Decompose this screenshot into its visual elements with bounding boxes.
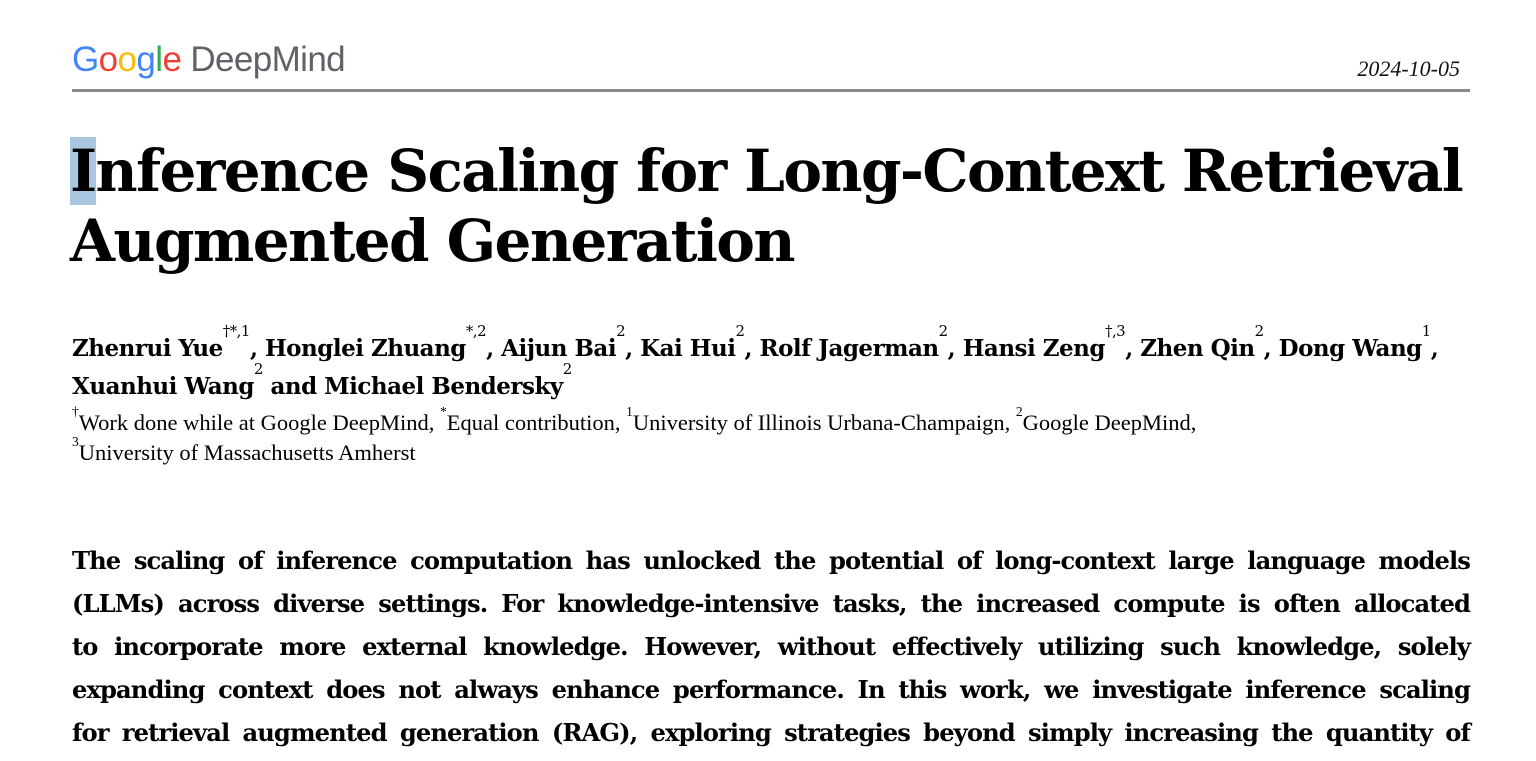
header-rule (72, 89, 1470, 92)
affiliation-mark: * (439, 404, 447, 419)
publication-date: 2024-10-05 (1357, 56, 1460, 81)
author-name: Dong Wang (1278, 335, 1422, 362)
author-marks: 1 (1421, 322, 1431, 340)
author-name: Xuanhui Wang (72, 373, 254, 400)
author-marks: *,2 (465, 322, 487, 340)
paper-title[interactable] (70, 136, 1490, 276)
author-name: Aijun Bai (501, 335, 617, 362)
author-name: Rolf Jagerman (759, 335, 939, 362)
affiliation-mark: 3 (72, 434, 79, 449)
paper-header (72, 36, 1470, 92)
google-wordmark (72, 40, 181, 79)
separator: and (262, 373, 325, 400)
author-marks: 2 (938, 322, 948, 340)
logo-letter: g (136, 40, 156, 79)
author-marks: 2 (562, 360, 572, 378)
separator: , (625, 335, 641, 362)
author-name: Hansi Zeng (962, 335, 1105, 362)
text-selection-highlight[interactable]: I (70, 137, 96, 205)
affiliation-text: University of Illinois Urbana-Champaign (632, 410, 1005, 435)
author-name: Kai Hui (640, 335, 736, 362)
separator: , (486, 335, 502, 362)
affiliation-text: Equal contribution (446, 410, 615, 435)
google-deepmind-logo (72, 38, 345, 82)
author-marks: †*,1 (222, 322, 250, 340)
affiliation-mark: 1 (626, 404, 633, 419)
affiliation-mark: 2 (1015, 404, 1023, 419)
author-name: Zhenrui Yue (72, 335, 223, 362)
deepmind-wordmark: DeepMind (190, 40, 346, 79)
separator: , (1263, 335, 1279, 362)
separator: , (1125, 335, 1141, 362)
affiliation-mark: † (72, 404, 79, 419)
abstract-line[interactable]: to incorporate more external knowledge. However, without effectively utilizing such knowledge, solely (72, 632, 1470, 661)
logo-letter: l (155, 40, 163, 79)
author-name: Michael Bendersky (324, 373, 563, 400)
abstract-line[interactable]: expanding context does not always enhance performance. In this work, we investigate inference scaling (72, 675, 1470, 704)
separator: , (249, 335, 265, 362)
abstract-line[interactable]: The scaling of inference computation has unlocked the potential of long-context large language models (72, 546, 1470, 575)
affiliation-text: University of Massachusetts Amherst (78, 440, 416, 465)
author-list (72, 322, 1492, 406)
author-marks: 2 (735, 322, 745, 340)
author-marks: 2 (253, 360, 263, 378)
author-marks: 2 (1254, 322, 1264, 340)
author-name: Zhen Qin (1140, 335, 1255, 362)
logo-letter: o (98, 40, 118, 79)
logo-letter: o (117, 40, 137, 79)
abstract[interactable] (72, 539, 1470, 754)
abstract-line[interactable]: for retrieval augmented generation (RAG), exploring strategies beyond simply increasing the quantity of (72, 718, 1470, 747)
separator: , (744, 335, 760, 362)
separator: , (1430, 335, 1439, 362)
logo-letter: e (162, 40, 182, 79)
separator: , (947, 335, 963, 362)
affiliation-text: Work done while at Google DeepMind (78, 410, 429, 435)
title-line-2[interactable]: Augmented Generation (70, 207, 794, 275)
author-marks: 2 (616, 322, 626, 340)
affiliation-text: Google DeepMind (1022, 410, 1191, 435)
author-marks: †,3 (1104, 322, 1126, 340)
title-line-1[interactable]: nference Scaling for Long-Context Retrieval (95, 137, 1463, 205)
logo-letter: G (72, 40, 99, 79)
abstract-line[interactable]: (LLMs) across diverse settings. For knowledge-intensive tasks, the increased compute is often allocated (72, 589, 1470, 618)
author-name: Honglei Zhuang (264, 335, 466, 362)
affiliations: †Work done while at Google DeepMind, *Equal contribution, $^1$University of Illinois Urbana-Champaign, $^2$Google DeepMind, $^3$University of Massachusetts Amherst (72, 404, 1197, 465)
